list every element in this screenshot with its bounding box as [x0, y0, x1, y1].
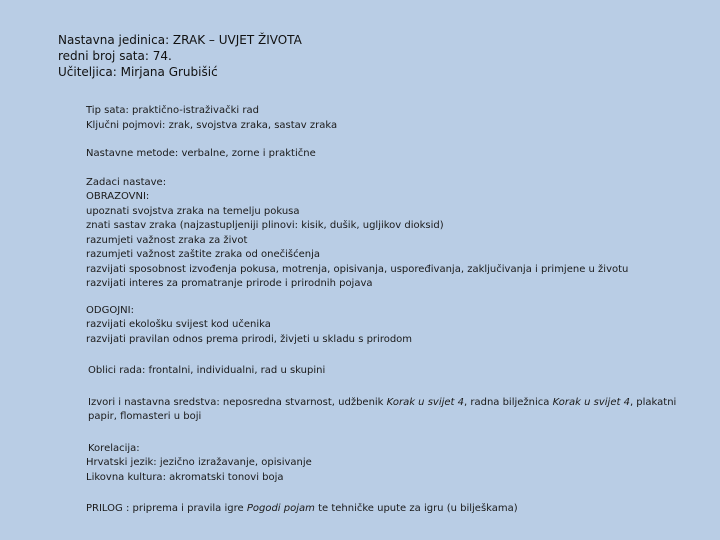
teaching-methods [86, 147, 706, 162]
appendix-text: te tehničke upute za igru (u bilješkama) [314, 503, 518, 514]
educational-title: OBRAZOVNI: [86, 191, 150, 202]
textbook-title: Korak u svijet 4 [386, 396, 464, 408]
lesson-number: redni broj sata: 74. [58, 49, 172, 63]
key-concepts-value: zrak, svojstva zraka, sastav zraka [168, 119, 338, 131]
educational-item: upoznati svojstva zraka na temelju pokusa [86, 205, 300, 217]
lesson-type-value: praktično-istraživački rad [132, 105, 259, 116]
upbringing-title: ODGOJNI: [86, 304, 134, 316]
lesson-plan-body [86, 104, 706, 517]
correlation-block [86, 442, 706, 486]
workbook-title: Korak u svijet 4 [552, 396, 630, 408]
work-forms-value: frontalni, individualni, rad u skupini [148, 365, 326, 376]
teacher-name: Učiteljica: Mirjana Grubišić [58, 65, 218, 79]
correlation-item: Likovna kultura: akromatski tonovi boja [86, 471, 284, 483]
upbringing-block [86, 304, 706, 348]
game-title: Pogodi pojam [246, 503, 315, 514]
lesson-type-label: Tip sata: [86, 105, 133, 116]
lesson-unit-title: Nastavna jedinica: ZRAK – UVJET ŽIVOTA [58, 33, 302, 47]
sources-text: , radna bilježnica [464, 396, 553, 408]
sources-label: Izvori i nastavna sredstva: [88, 396, 223, 408]
upbringing-item: razvijati pravilan odnos prema prirodi, živjeti u skladu s prirodom [86, 333, 413, 345]
educational-item: razvijati sposobnost izvođenja pokusa, motrenja, opisivanja, uspoređivanja, zaključivanja i primjene u životu [86, 263, 629, 275]
educational-item: razvijati interes za promatranje prirode i prirodnih pojava [86, 278, 373, 289]
work-forms-label: Oblici rada: [88, 365, 149, 376]
teaching-methods-label: Nastavne metode: [86, 148, 182, 159]
correlation-title: Korelacija: [88, 442, 140, 454]
educational-item: razumjeti važnost zraka za život [86, 234, 248, 246]
appendix-note [86, 502, 706, 517]
lesson-type-block [86, 104, 706, 133]
correlation-item: Hrvatski jezik: jezično izražavanje, opisivanje [86, 457, 312, 468]
key-concepts [86, 119, 706, 134]
educational-item: znati sastav zraka (najzastupljeniji plinovi: kisik, dušik, ugljikov dioksid) [86, 220, 444, 231]
lesson-type [86, 104, 706, 119]
sources-text: neposredna stvarnost, udžbenik [222, 396, 387, 408]
sources-and-materials [86, 396, 706, 425]
key-concepts-label: Ključni pojmovi: [86, 119, 169, 131]
tasks-block [86, 176, 706, 292]
appendix-text: PRILOG : priprema i pravila igre [86, 503, 247, 514]
tasks-title: Zadaci nastave: [86, 176, 167, 188]
work-forms [86, 364, 706, 379]
teaching-methods-value: verbalne, zorne i praktične [181, 148, 316, 159]
sources-text: , plakatni papir, flomasteri u boji [88, 396, 677, 422]
upbringing-item: razvijati ekološku svijest kod učenika [86, 319, 271, 330]
educational-item: razumjeti važnost zaštite zraka od onečišćenja [86, 249, 321, 260]
slide-header [58, 32, 302, 80]
